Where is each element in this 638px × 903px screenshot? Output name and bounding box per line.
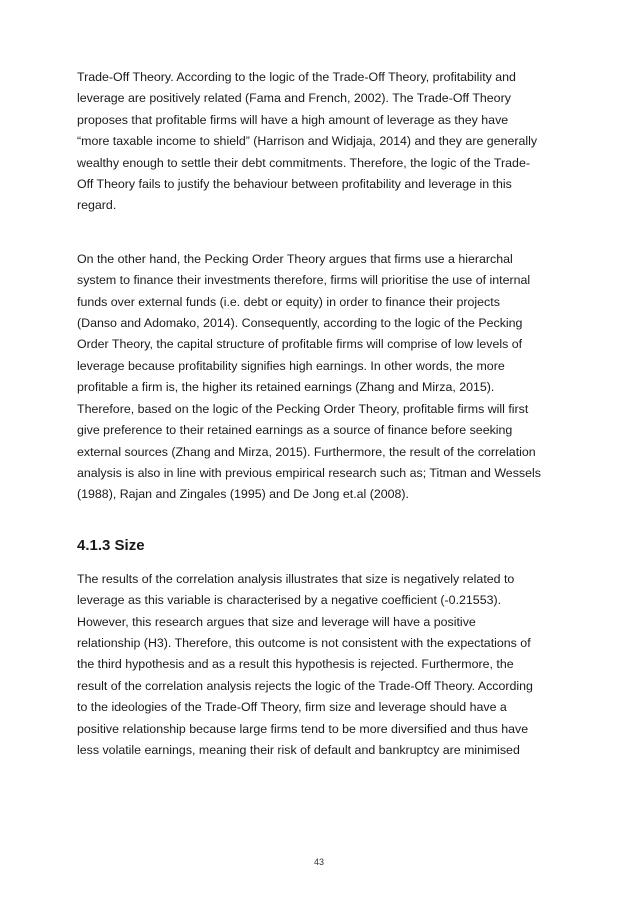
paragraph-size	[77, 569, 567, 762]
text-line: analysis is also in line with previous empirical research such as; Titman and Wessels	[77, 465, 541, 480]
page-number: 43	[313, 857, 324, 867]
text-line: give preference to their retained earnings as a source of finance before seeking	[77, 423, 513, 438]
text-line: Off Theory fails to justify the behaviour between profitability and leverage in this	[77, 177, 512, 192]
text-line: profitable a firm is, the higher its retained earnings (Zhang and Mirza, 2015).	[77, 380, 495, 395]
text-line: the third hypothesis and as a result this hypothesis is rejected. Furthermore, the	[77, 657, 514, 672]
text-line: relationship (H3). Therefore, this outcome is not consistent with the expectations of	[77, 635, 531, 650]
text-line: Therefore, based on the logic of the Pecking Order Theory, profitable firms will first	[77, 401, 529, 416]
text-line: less volatile earnings, meaning their risk of default and bankruptcy are minimised	[77, 742, 520, 757]
text-line: system to finance their investments therefore, firms will prioritise the use of internal	[77, 273, 531, 288]
text-line: (Danso and Adomako, 2014). Consequently, according to the logic of the Pecking	[77, 316, 523, 331]
text-line: funds over external funds (i.e. debt or equity) in order to finance their projects	[77, 294, 500, 309]
text-line: external sources (Zhang and Mirza, 2015). Furthermore, the result of the correlation	[77, 444, 536, 459]
text-line: leverage are positively related (Fama and French, 2002). The Trade-Off Theory	[77, 91, 511, 106]
section-heading: 4.1.3 Size	[77, 536, 145, 554]
text-line: On the other hand, the Pecking Order Theory argues that firms use a hierarchal	[77, 251, 513, 266]
text-line: However, this research argues that size and leverage will have a positive	[77, 614, 476, 629]
text-line: to the ideologies of the Trade-Off Theory, firm size and leverage should have a	[77, 700, 507, 715]
paragraph-spacer	[77, 506, 567, 535]
text-line: Trade-Off Theory. According to the logic of the Trade-Off Theory, profitability and	[77, 70, 516, 84]
text-line: result of the correlation analysis rejects the logic of the Trade-Off Theory. According	[77, 678, 533, 693]
text-line: leverage as this variable is characterised by a negative coefficient (-0.21553).	[77, 593, 502, 608]
page-content	[77, 67, 567, 761]
paragraph-pecking-order-theory	[77, 249, 567, 506]
text-line: regard.	[77, 198, 117, 213]
text-line: “more taxable income to shield” (Harrison and Widjaja, 2014) and they are generally	[77, 134, 538, 149]
text-line: leverage because profitability signifies high earnings. In other words, the more	[77, 358, 505, 373]
text-line: The results of the correlation analysis illustrates that size is negatively related to	[77, 571, 515, 586]
text-line: wealthy enough to settle their debt commitments. Therefore, the logic of the Trade-	[77, 155, 530, 170]
paragraph-spacer	[77, 217, 567, 249]
text-line: Order Theory, the capital structure of profitable firms will comprise of low levels of	[77, 337, 523, 352]
text-line: (1988), Rajan and Zingales (1995) and De Jong et.al (2008).	[77, 487, 410, 502]
paragraph-trade-off-theory	[77, 67, 567, 217]
text-line: positive relationship because large firms tend to be more diversified and thus have	[77, 721, 529, 736]
heading-spacer	[77, 557, 567, 569]
text-line: proposes that profitable firms will have a high amount of leverage as they have	[77, 112, 509, 127]
